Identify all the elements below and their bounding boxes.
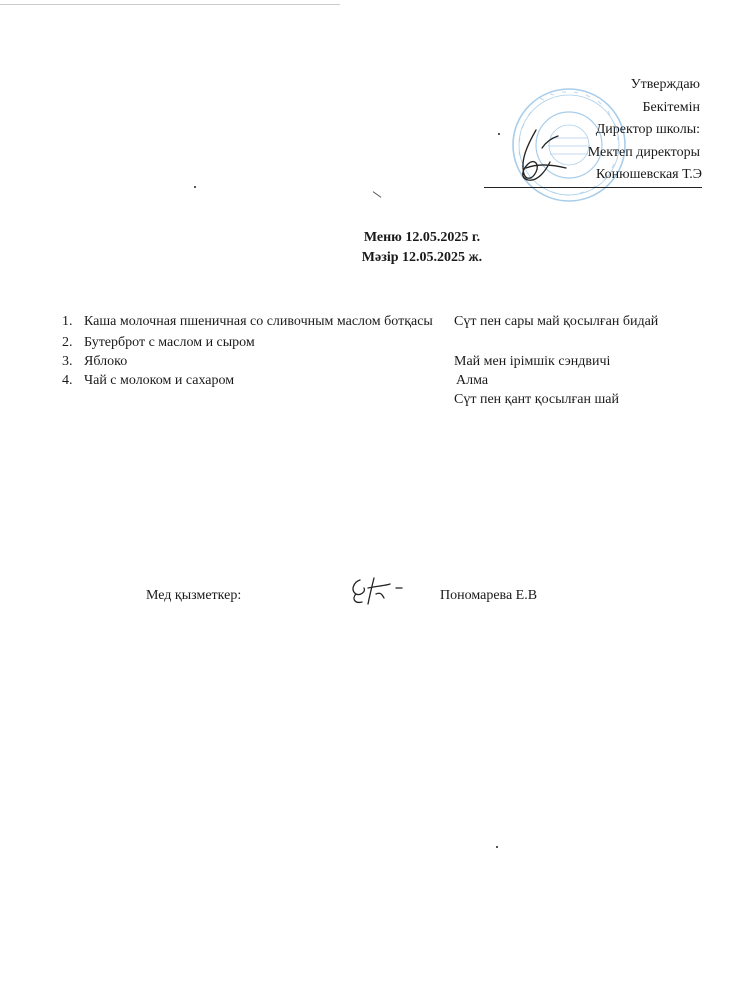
list-item-number: 4. [62,373,73,388]
list-item [62,352,450,371]
list-item [62,371,450,390]
title-kz: Мәзір 12.05.2025 ж. [361,250,483,265]
scan-speck [194,186,196,188]
med-worker-name: Пономарева Е.В [440,588,538,603]
signature-footer [0,582,732,622]
list-item-number: 1. [62,314,73,329]
director-name: Конюшевская Т.Э [484,164,702,188]
approval-director-name-row [484,164,700,188]
list-item: Сүт пен сары май қосылған бидай [454,314,659,329]
list-item-number: 3. [62,354,73,369]
menu-list-ru [62,312,450,390]
page-title [0,228,732,268]
scan-speck [373,191,382,198]
list-item-text: Бутерброт с маслом и сыром [84,335,255,350]
approval-line-approve-kz: Бекітемін [642,99,700,115]
list-item-text: Яблоко [84,354,128,369]
list-item: Май мен ірімшік сэндвичі [454,354,611,369]
med-worker-role: Мед қызметкер: [146,588,242,603]
scan-speck [496,846,498,848]
list-item: Сүт пен қант қосылған шай [454,392,619,407]
approval-line-director-kz: Мектеп директоры [587,144,700,160]
list-item-text: Каша молочная пшеничная со сливочным маслом ботқасы [84,314,433,329]
list-item [62,333,450,352]
list-item: Алма [456,373,489,388]
list-item-number: 2. [62,335,73,350]
approval-block [484,74,700,188]
menu-list-kz [454,312,724,409]
scan-speck [498,133,500,135]
list-item-text: Чай с молоком и сахаром [84,373,235,388]
title-ru: Меню 12.05.2025 г. [363,230,481,245]
scan-speck [0,4,340,5]
list-item [62,312,450,331]
approval-line-director-ru: Директор школы: [595,122,700,137]
approval-line-approve-ru: Утверждаю [630,77,700,92]
